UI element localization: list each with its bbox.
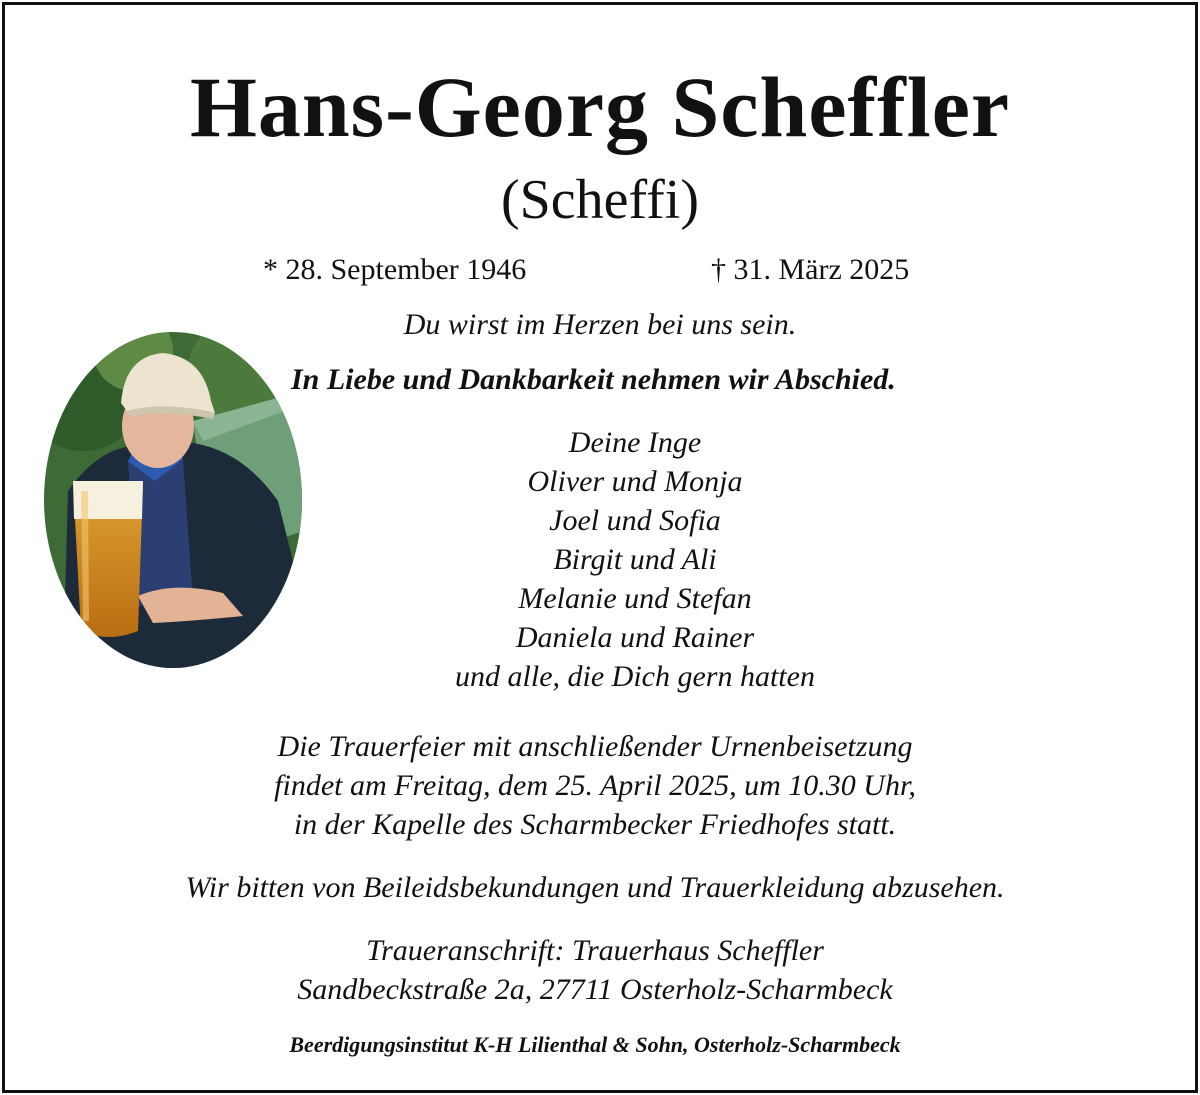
family-member: und alle, die Dich gern hatten [455,660,815,693]
nickname: (Scheffi) [501,169,699,231]
motto: Du wirst im Herzen bei uns sein. [403,308,797,341]
farewell-line: In Liebe und Dankbarkeit nehmen wir Abschied. [291,363,896,396]
birth-date: * 28. September 1946 [263,253,527,286]
portrait-photo [43,331,303,669]
address-line: Sandbeckstraße 2a, 27711 Osterholz-Scharmbeck [297,973,893,1006]
condolence-note: Wir bitten von Beileidsbekundungen und Trauerkleidung abzusehen. [185,871,1005,904]
family-member: Daniela und Rainer [515,621,755,654]
family-member: Joel und Sofia [549,504,721,537]
address-line: Traueranschrift: Trauerhaus Scheffler [366,934,824,967]
family-member: Deine Inge [568,426,702,459]
mourning-address [5,931,1185,1009]
ceremony-line: in der Kapelle des Scharmbecker Friedhofes statt. [293,808,897,841]
family-member: Birgit und Ali [553,543,717,576]
ceremony-line: Die Trauerfeier mit anschließender Urnenbeisetzung [277,730,913,763]
undertaker-line: Beerdigungsinstitut K-H Lilienthal & Sohn, Osterholz-Scharmbeck [289,1032,901,1057]
family-member: Oliver und Monja [527,465,743,498]
obituary-notice [2,2,1198,1093]
ceremony-line: findet am Freitag, dem 25. April 2025, um 10.30 Uhr, [274,769,916,802]
death-date: † 31. März 2025 [711,253,910,286]
deceased-name: Hans-Georg Scheffler [189,59,1011,155]
family-member: Melanie und Stefan [518,582,752,615]
family-list [335,423,935,696]
ceremony-details [5,727,1185,844]
